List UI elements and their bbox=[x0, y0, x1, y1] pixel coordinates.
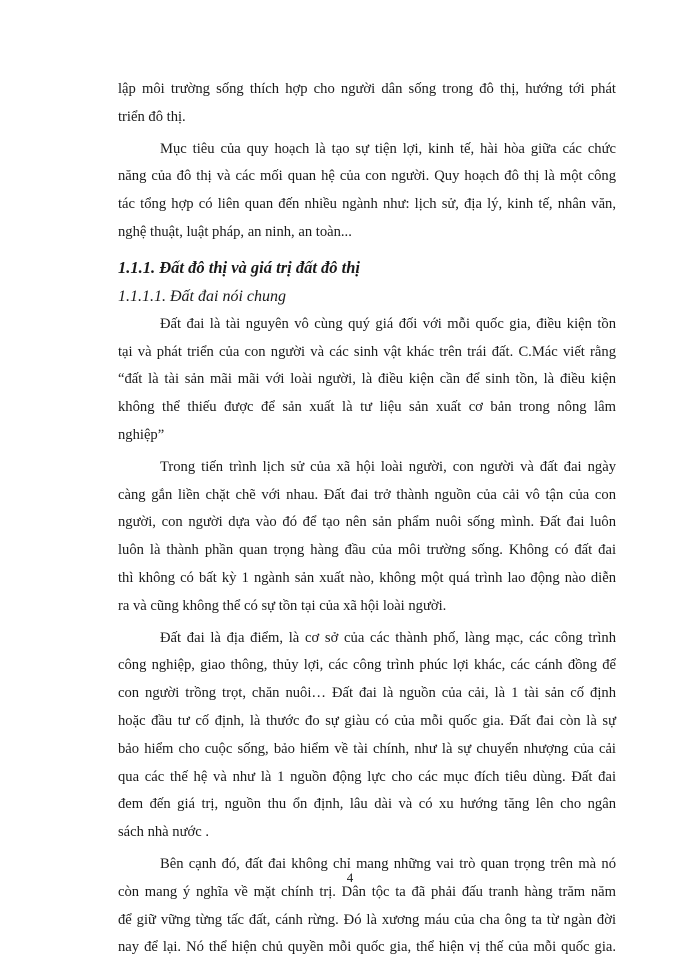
section-heading: 1.1.1. Đất đô thị và giá trị đất đô thị bbox=[118, 257, 361, 277]
paragraph bbox=[118, 851, 616, 962]
text-line: nghiệp” bbox=[118, 426, 165, 443]
text-line: đem đến giá trị, nguồn thu ổn định, lâu dài và có xu hướng tăng lên cho ngân bbox=[118, 796, 616, 813]
subsection-heading: 1.1.1.1. Đất đai nói chung bbox=[118, 287, 286, 305]
text-line: lập môi trường sống thích hợp cho người dân sống trong đô thị, hướng tới phát bbox=[118, 81, 616, 97]
text-line: qua các thế hệ và như là 1 nguồn động lực cho các mục đích tiêu dùng. Đất đai bbox=[118, 768, 616, 785]
text-line: Trong tiến trình lịch sử của xã hội loài người, con người và đất đai ngày bbox=[160, 458, 616, 475]
text-line: Mục tiêu của quy hoạch là tạo sự tiện lợi, kinh tế, hài hòa giữa các chức bbox=[160, 140, 616, 157]
paragraph-gap bbox=[118, 247, 616, 251]
paragraph bbox=[118, 625, 616, 847]
text-line: con người trồng trọt, chăn nuôi… Đất đai là nguồn của cải, là 1 tài sản cố định bbox=[118, 685, 616, 702]
paragraph bbox=[118, 136, 616, 247]
text-line: Bên cạnh đó, đất đai không chỉ mang những vai trò quan trọng trên mà nó bbox=[160, 855, 616, 872]
text-line: luôn là thành phần quan trọng hàng đầu của môi trường sống. Không có đất đai bbox=[118, 542, 616, 559]
paragraph bbox=[118, 311, 616, 450]
text-line: nghệ thuật, luật pháp, an ninh, an toàn... bbox=[118, 223, 352, 240]
text-line: nay để lại. Nó thể hiện chủ quyền mỗi quốc gia, thể hiện vị thế của mỗi quốc gia. bbox=[118, 939, 616, 956]
page-number: 4 bbox=[346, 870, 354, 885]
text-line: hoặc đầu tư cố định, là thước đo sự giàu có của mỗi quốc gia. Đất đai còn là sự bbox=[118, 712, 616, 729]
text-line: công nghiệp, giao thông, thủy lợi, các công trình phúc lợi khác, các cánh đồng để bbox=[118, 657, 616, 674]
document-body bbox=[118, 76, 616, 966]
text-line: để giữ vững từng tấc đất, cánh rừng. Đó là xương máu của cha ông ta từ ngàn đời bbox=[118, 911, 616, 928]
text-line: thì không có bất kỳ 1 ngành sản xuất nào, không một quá trình lao động nào diễn bbox=[118, 569, 616, 586]
text-line: năng của đô thị và các mối quan hệ của con người. Quy hoạch đô thị là một công bbox=[118, 168, 616, 185]
text-line: “đất là tài sản mãi mãi với loài người, là điều kiện cần để sinh tồn, là điều kiện bbox=[118, 371, 616, 388]
paragraph bbox=[118, 454, 616, 621]
text-line: triển đô thị. bbox=[118, 108, 186, 125]
text-line: sách nhà nước . bbox=[118, 824, 209, 841]
text-line: bảo hiểm cho cuộc sống, bảo hiểm về tài chính, như là sự chuyển nhượng của cải bbox=[118, 740, 616, 757]
text-line: người, con người dựa vào đó để tạo nên sản phẩm nuôi sống mình. Đất đai luôn bbox=[118, 514, 616, 531]
text-line: tại và phát triển của con người và các sinh vật khác trên trái đất. C.Mác viết rằng bbox=[118, 343, 616, 360]
text-line: không thể thiếu được để sản xuất là tư liệu sản xuất cơ bản trong nông lâm bbox=[118, 399, 616, 416]
paragraph bbox=[118, 76, 616, 132]
text-line: ra và cũng không thể có sự tồn tại của xã hội loài người. bbox=[118, 597, 447, 614]
text-line: Đất đai là địa điểm, là cơ sở của các thành phố, làng mạc, các công trình bbox=[160, 629, 616, 646]
text-line: tác tổng hợp có liên quan đến nhiều ngành như: lịch sử, địa lý, kinh tế, nhân văn, bbox=[118, 196, 616, 213]
paragraph-gap bbox=[118, 962, 616, 966]
text-line: Đất đai là tài nguyên vô cùng quý giá đối với mỗi quốc gia, điều kiện tồn bbox=[160, 315, 616, 332]
text-line: càng gắn liền chặt chẽ với nhau. Đất đai trở thành nguồn của cải vô tận của con bbox=[118, 486, 616, 503]
text-line: còn mang ý nghĩa về mặt chính trị. Dân tộc ta đã phải đấu tranh hàng trăm năm bbox=[118, 883, 616, 900]
